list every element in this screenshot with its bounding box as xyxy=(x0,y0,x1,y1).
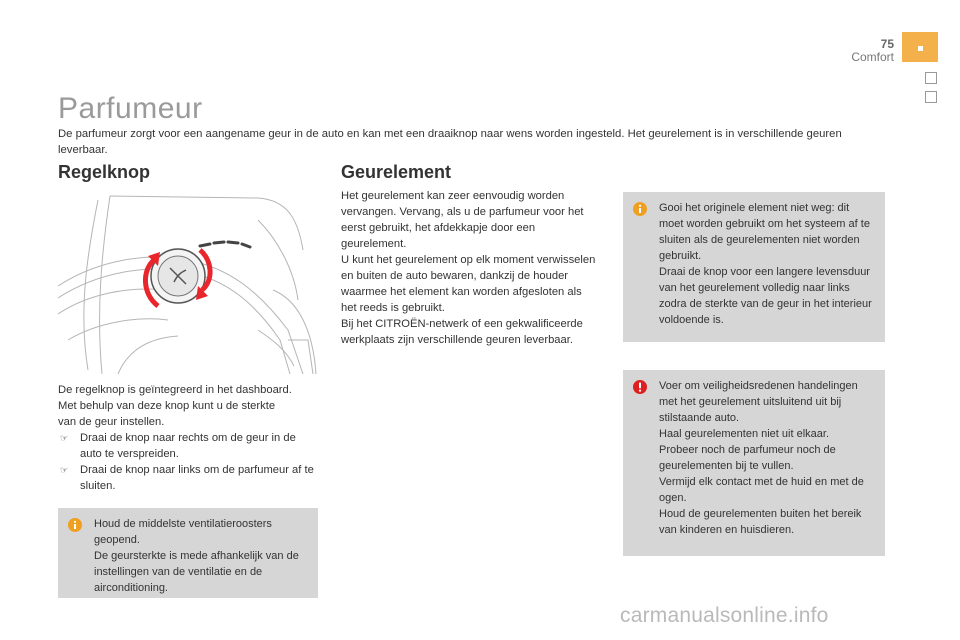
watermark: carmanualsonline.info xyxy=(620,604,829,627)
note-line: Houd de middelste ventilatieroosters geopend. xyxy=(94,518,272,546)
intro-text: De parfumeur zorgt voor een aangename geur in de auto en kan met een draaiknop naar wens worden ingesteld. Het geurelement is in verschillende geuren leverbaar. xyxy=(58,128,842,156)
geurelement-heading: Geurelement xyxy=(341,162,452,182)
regelknop-text xyxy=(58,382,320,494)
warning-icon xyxy=(633,380,647,394)
geurelement-paragraph-line: U kunt het geurelement op elk moment verwisselen en buiten de auto bewaren, dankzij de houder waarmee het element kan worden afgesloten als het reeds is gebruikt. xyxy=(341,254,596,314)
bullet-item xyxy=(58,462,320,494)
bullet-item xyxy=(58,430,320,462)
warning-line: Probeer noch de parfumeur noch de geurelementen bij te vullen. xyxy=(659,444,836,472)
bullet-arrow-icon: ☞ xyxy=(60,465,69,475)
section-tab-active[interactable] xyxy=(902,32,938,62)
geurelement-paragraph-line: Het geurelement kan zeer eenvoudig worden vervangen. Vervang, als u de parfumeur voor het eerst gebruikt, het afdekkapje door een geurelement. xyxy=(341,190,584,250)
warning-line: Houd de geurelementen buiten het bereik van kinderen en huisdieren. xyxy=(659,508,862,536)
geurelement-text xyxy=(341,188,599,348)
section-name: Comfort xyxy=(851,50,894,64)
dashboard-knob-illustration xyxy=(58,190,320,374)
section-tab[interactable] xyxy=(925,91,937,103)
warning-note xyxy=(623,370,885,556)
note-line: Gooi het originele element niet weg: dit moet worden gebruikt om het systeem af te sluiten als de geurelementen niet worden gebruikt. xyxy=(659,202,870,262)
page-title: Parfumeur xyxy=(58,92,203,125)
info-icon xyxy=(68,518,82,532)
tab-dot xyxy=(918,46,923,51)
note-line: Draai de knop voor een langere levensduur van het geurelement volledig naar links zodra de sterkte van de geur in het interieur voldoende is. xyxy=(659,266,872,326)
page-number: 75 xyxy=(880,37,894,51)
regelknop-paragraph-line: Met behulp van deze knop kunt u de sterkte xyxy=(58,400,276,412)
bullet-text: Draai de knop naar rechts om de geur in de auto te verspreiden. xyxy=(80,432,296,460)
bullet-arrow-icon: ☞ xyxy=(60,433,69,443)
regelknop-paragraph-line: van de geur instellen. xyxy=(58,416,165,428)
warning-line: Haal geurelementen niet uit elkaar. xyxy=(659,428,829,440)
page-header xyxy=(851,38,894,64)
warning-line: Voer om veiligheidsredenen handelingen met het geurelement uitsluitend uit bij stilstaande auto. xyxy=(659,380,858,424)
info-icon xyxy=(633,202,647,216)
section-tab[interactable] xyxy=(925,72,937,84)
bullet-text: Draai de knop naar links om de parfumeur af te sluiten. xyxy=(80,464,314,492)
note-line: De geursterkte is mede afhankelijk van de instellingen van de ventilatie en de airconditioning. xyxy=(94,550,299,594)
regelknop-heading: Regelknop xyxy=(58,162,151,182)
info-note-ventilation xyxy=(58,508,318,598)
geurelement-paragraph-line: Bij het CITROËN-netwerk of een gekwalificeerde werkplaats zijn verschillende geuren leverbaar. xyxy=(341,318,583,346)
warning-line: Vermijd elk contact met de huid en met de ogen. xyxy=(659,476,864,504)
info-note-element xyxy=(623,192,885,342)
regelknop-paragraph-line: De regelknop is geïntegreerd in het dashboard. xyxy=(58,384,292,396)
